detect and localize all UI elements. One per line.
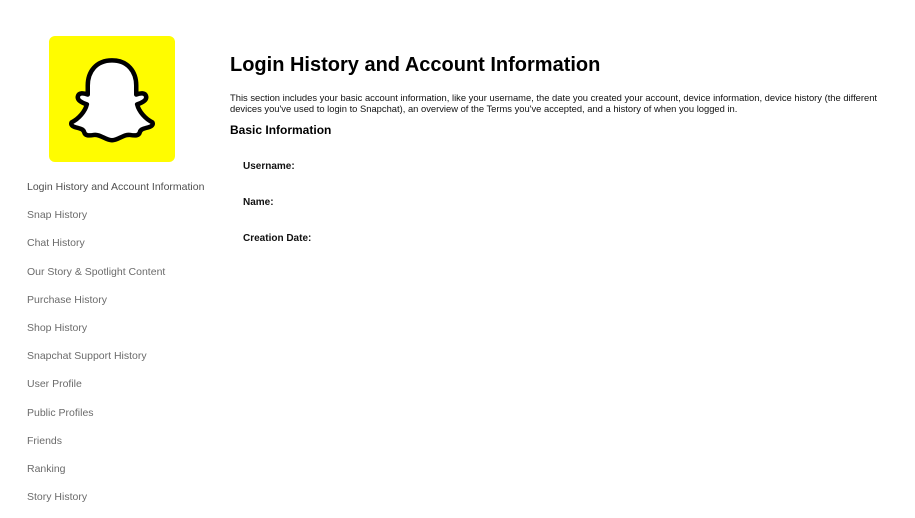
sidebar-item-ranking[interactable]: Ranking: [27, 462, 66, 475]
sidebar-item-user-profile[interactable]: User Profile: [27, 378, 82, 391]
sidebar-item-support-history[interactable]: Snapchat Support History: [27, 350, 147, 363]
sidebar: [0, 0, 220, 518]
sidebar-item-snap-history[interactable]: Snap History: [27, 209, 88, 222]
sidebar-item-story-history[interactable]: Story History: [27, 491, 88, 504]
page-title: Login History and Account Information: [230, 54, 601, 76]
snapchat-logo: [49, 36, 175, 162]
creation-date-label: Creation Date:: [243, 233, 312, 244]
username-label: Username:: [243, 161, 295, 172]
basic-information-fields: [243, 160, 900, 268]
sidebar-nav: [27, 175, 204, 513]
sidebar-item-chat-history[interactable]: Chat History: [27, 237, 85, 250]
sidebar-item-login-history[interactable]: Login History and Account Information: [27, 181, 205, 193]
sidebar-item-friends[interactable]: Friends: [27, 434, 63, 447]
sidebar-item-purchase-history[interactable]: Purchase History: [27, 293, 107, 306]
snapchat-ghost-icon: [67, 55, 157, 143]
basic-information-heading: Basic Information: [230, 123, 332, 137]
name-label: Name:: [243, 197, 274, 208]
main-content: [230, 52, 900, 268]
sidebar-item-shop-history[interactable]: Shop History: [27, 321, 88, 334]
sidebar-item-our-story-spotlight[interactable]: Our Story & Spotlight Content: [27, 265, 166, 278]
sidebar-item-public-profiles[interactable]: Public Profiles: [27, 406, 94, 419]
section-description: This section includes your basic account information, like your username, the date you created your account, device information, device history (the different devices you've used to login to Snapchat), an overview of the Terms you've accepted, and a history of when you logged in.: [230, 92, 878, 114]
